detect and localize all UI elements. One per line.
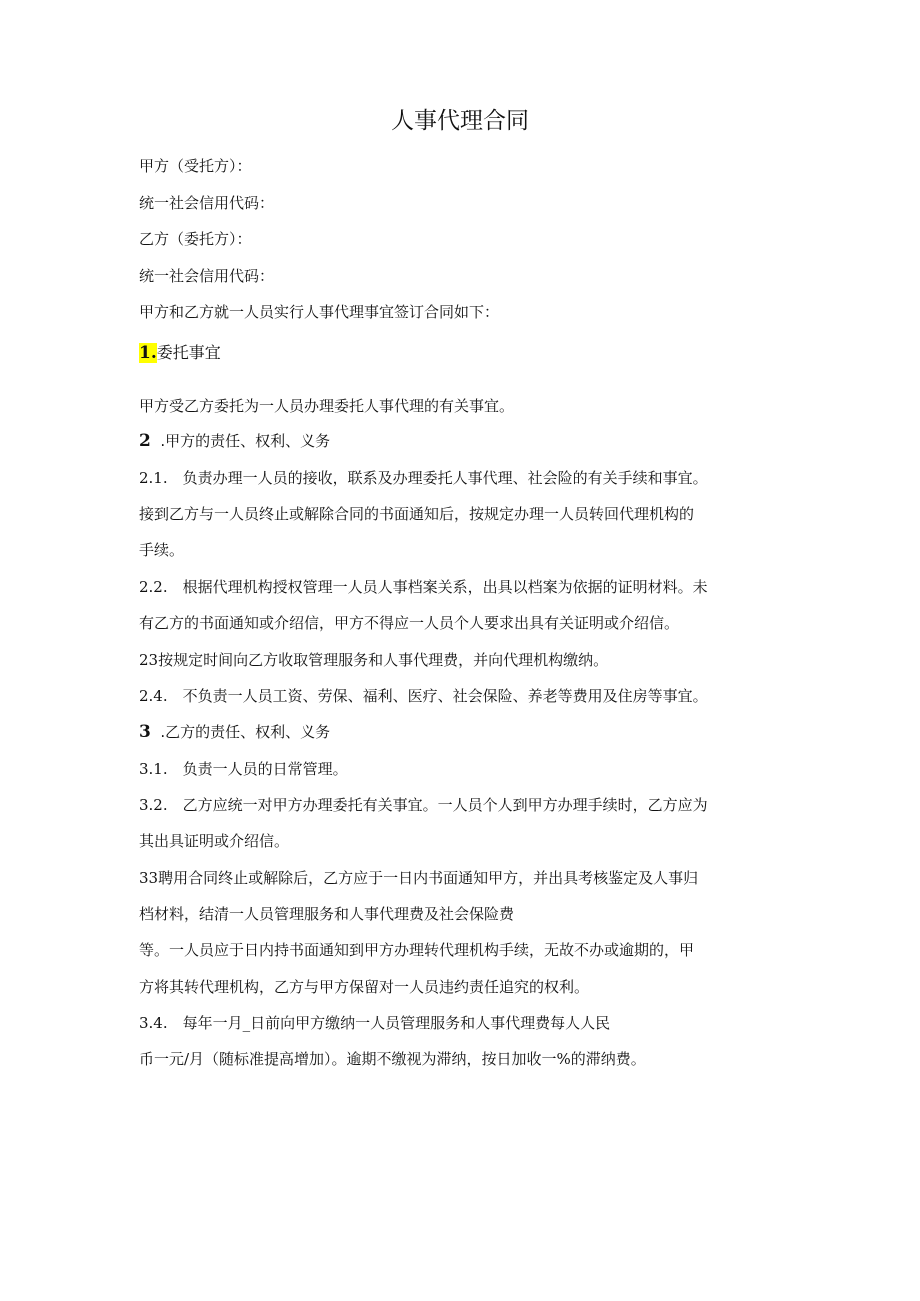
section-3-line: 其出具证明或介绍信。 <box>139 832 290 850</box>
party-b-credit-code: 统一社会信用代码： <box>139 267 275 285</box>
section-3-line: 3.4. 每年一月_日前向甲方缴纳一人员管理服务和人事代理费每人人民 <box>139 1014 611 1032</box>
section-2-heading <box>139 431 330 451</box>
section-1-heading <box>139 343 221 363</box>
section-3-line: 3.2. 乙方应统一对甲方办理委托有关事宜。一人员个人到甲方办理手续时，乙方应为 <box>139 796 708 814</box>
section-3-line: 33聘用合同终止或解除后，乙方应于一日内书面通知甲方，并出具考核鉴定及人事归 <box>139 869 699 887</box>
section-2-number: 2 <box>139 431 151 451</box>
party-b-label: 乙方（委托方）： <box>139 230 252 248</box>
section-3-number: 3 <box>139 722 151 742</box>
section-3-title: .乙方的责任、权利、义务 <box>160 723 331 741</box>
section-1-body: 甲方受乙方委托为一人员办理委托人事代理的有关事宜。 <box>139 397 515 415</box>
intro-text: 甲方和乙方就一人员实行人事代理事宜签订合同如下： <box>139 303 500 321</box>
section-1-number: 1. <box>139 343 157 363</box>
party-a-label: 甲方（受托方）： <box>139 157 252 175</box>
section-2-title: .甲方的责任、权利、义务 <box>160 432 331 450</box>
section-2-line: 2.2. 根据代理机构授权管理一人员人事档案关系，出具以档案为依据的证明材料。未 <box>139 578 708 596</box>
section-2-line: 2.1. 负责办理一人员的接收，联系及办理委托人事代理、社会险的有关手续和事宜。 <box>139 469 708 487</box>
section-3-line: 档材料，结清一人员管理服务和人事代理费及社会保险费 <box>139 905 515 923</box>
section-2-line: 手续。 <box>139 541 185 559</box>
section-3-line: 币一元/月（随标准提高增加）。逾期不缴视为滞纳，按日加收一%的滞纳费。 <box>139 1050 646 1068</box>
section-3-heading <box>139 722 330 742</box>
section-3-line: 3.1. 负责一人员的日常管理。 <box>139 760 348 778</box>
section-3-line: 方将其转代理机构，乙方与甲方保留对一人员违约责任追究的权利。 <box>139 978 590 996</box>
section-2-line: 有乙方的书面通知或介绍信，甲方不得应一人员个人要求出具有关证明或介绍信。 <box>139 614 680 632</box>
party-a-credit-code: 统一社会信用代码： <box>139 194 275 212</box>
section-1-title: 委托事宜 <box>156 343 221 362</box>
document-title: 人事代理合同 <box>391 108 529 134</box>
section-2-line: 23按规定时间向乙方收取管理服务和人事代理费，并向代理机构缴纳。 <box>139 651 609 669</box>
section-3-line: 等。一人员应于日内持书面通知到甲方办理转代理机构手续，无故不办或逾期的，甲 <box>139 941 695 959</box>
section-2-line: 2.4. 不负责一人员工资、劳保、福利、医疗、社会保险、养老等费用及住房等事宜。 <box>139 687 708 705</box>
section-2-line: 接到乙方与一人员终止或解除合同的书面通知后，按规定办理一人员转回代理机构的 <box>139 505 695 523</box>
